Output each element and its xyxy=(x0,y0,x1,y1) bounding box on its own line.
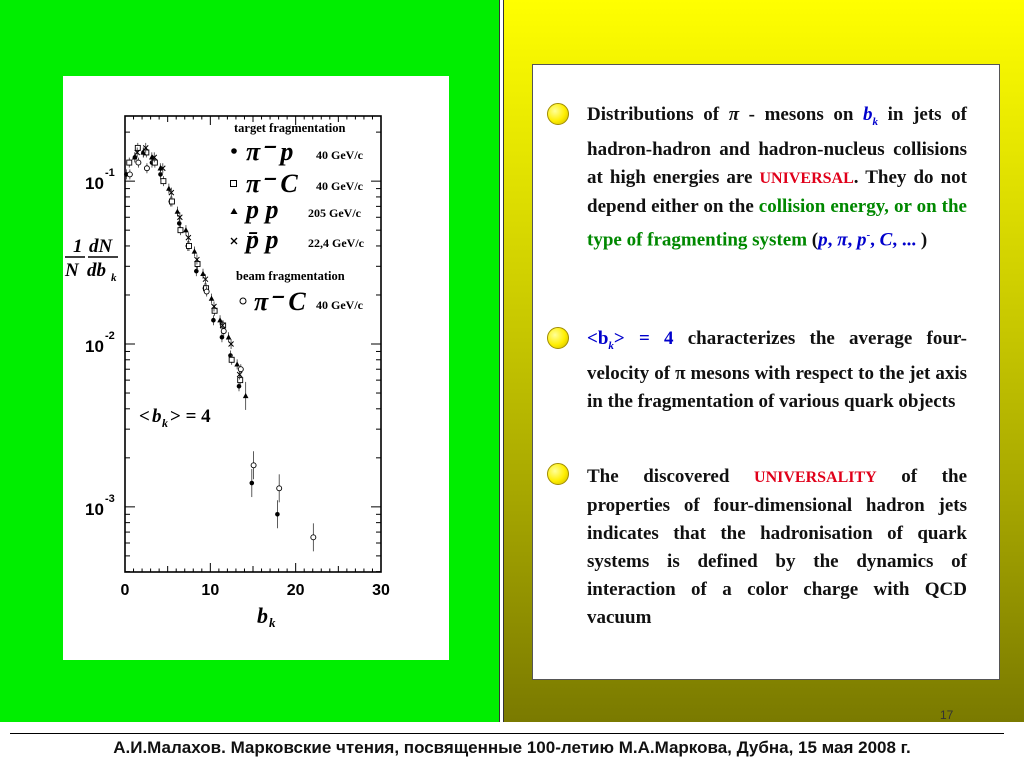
paragraph-2: $<b_k> = 4$ characterizes the average four-velocity of π mesons with respect to the jet axis in the fragmentation of various quark objects xyxy=(587,328,968,412)
data-point-open-circle xyxy=(238,367,243,372)
data-point-filled-triangle xyxy=(192,248,198,253)
data-point-filled-circle xyxy=(194,269,199,274)
legend-energy-1: 40 GeV/c xyxy=(316,179,363,193)
paragraph-1: Distributions of π - mesons on $b_k$ in jets of hadron-hadron and hadron-nucleus collisions at high energies are UNIVERSAL. They do not depend either on the collision energy, or on the type of fragmenting system (p, π, p-, C, ... ) xyxy=(587,104,967,251)
data-point-open-circle xyxy=(251,463,256,468)
x-tick-label: 30 xyxy=(372,582,390,599)
legend-energy-2: 205 GeV/c xyxy=(308,206,361,220)
data-point-filled-circle xyxy=(250,481,255,486)
data-point-open-square xyxy=(161,179,166,184)
data-point-open-square xyxy=(178,228,183,233)
data-point-filled-triangle xyxy=(243,393,249,398)
bullet-icon-3 xyxy=(547,463,569,485)
plot-card xyxy=(63,76,449,660)
ylabel2-den: db xyxy=(87,260,106,281)
data-point-open-circle xyxy=(221,329,226,334)
y-tick-label: 10 xyxy=(85,337,104,356)
ylabel2-num: dN xyxy=(89,236,113,257)
universality-label: UNIVERSALITY xyxy=(754,469,877,486)
annotation-sub: k xyxy=(162,416,168,430)
legend-reaction-3: p̄ p xyxy=(246,225,279,254)
bullet-icon-1 xyxy=(547,103,569,125)
data-point-filled-triangle xyxy=(175,209,181,214)
legend-marker-open-square xyxy=(231,181,237,187)
text-panel xyxy=(532,64,1000,680)
ylabel-den: N xyxy=(65,260,79,281)
legend-marker-filled-circle xyxy=(231,148,237,154)
data-point-filled-triangle xyxy=(200,271,206,276)
legend-marker-cross xyxy=(231,238,237,244)
annotation-var: b xyxy=(152,406,162,427)
legend-marker-filled-triangle xyxy=(231,208,238,214)
data-point-filled-circle xyxy=(275,512,280,517)
data-point-open-square xyxy=(135,145,140,150)
paragraph-3: The discovered UNIVERSALITY of the properties of four-dimensional hadron jets indicates that the hadronisation of quark systems is defined by the dynamics of interaction of a color charge with QCD vacuum xyxy=(587,466,968,628)
y-tick-label: 10 xyxy=(85,499,104,519)
data-point-filled-circle xyxy=(237,384,242,389)
data-point-filled-triangle xyxy=(183,227,189,232)
data-point-open-circle xyxy=(277,486,282,491)
universal-label: UNIVERSAL xyxy=(759,169,854,187)
legend-title-beam: beam fragmentation xyxy=(236,269,345,283)
legend-energy-4: 40 GeV/c xyxy=(316,298,363,312)
annotation-suffix: > = 4 xyxy=(170,406,211,427)
data-point-open-circle xyxy=(144,166,149,171)
xlabel: b xyxy=(257,603,268,628)
data-point-open-square xyxy=(238,378,243,383)
data-point-open-square xyxy=(127,160,132,165)
ylabel-num: 1 xyxy=(73,236,83,257)
data-point-filled-triangle xyxy=(226,334,232,339)
x-tick-label: 0 xyxy=(120,582,130,599)
legend-reaction-2: p p xyxy=(246,195,279,224)
legend-energy-3: 22,4 GeV/c xyxy=(308,236,364,250)
data-point-filled-triangle xyxy=(166,186,172,191)
legend-reaction-1: π⁻ C xyxy=(246,169,298,198)
legend-marker-open-circle xyxy=(240,298,246,304)
data-point-open-circle xyxy=(204,289,209,294)
data-point-filled-circle xyxy=(177,221,182,226)
data-point-open-circle xyxy=(127,172,132,177)
footer-caption: А.И.Малахов. Марковские чтения, посвященные 100-летию М.А.Маркова, Дубна, 15 мая 2008 г. xyxy=(113,738,911,757)
data-point-filled-triangle xyxy=(234,361,240,366)
xlabel-sub: k xyxy=(269,615,276,630)
data-point-open-circle xyxy=(311,535,316,540)
data-point-open-square xyxy=(229,357,234,362)
y-tick-exponent: -3 xyxy=(105,492,115,505)
y-tick-label: 10 xyxy=(85,174,104,194)
green-phrase: collision energy, or on the type of fragmenting system xyxy=(587,195,967,251)
slide-number: 17 xyxy=(940,708,954,722)
data-point-open-square xyxy=(187,243,192,248)
data-point-open-square xyxy=(195,261,200,266)
data-point-filled-triangle xyxy=(209,296,215,301)
distribution-chart xyxy=(63,76,449,660)
annotation-prefix: < xyxy=(139,406,150,427)
legend-energy-0: 40 GeV/c xyxy=(316,148,363,162)
legend-reaction-4: π⁻ C xyxy=(254,287,306,316)
ylabel2-sub: k xyxy=(111,272,117,284)
data-point-filled-triangle xyxy=(217,317,223,322)
x-tick-label: 10 xyxy=(201,582,220,599)
data-point-filled-circle xyxy=(211,318,216,323)
data-point-open-square xyxy=(169,199,174,204)
bullet-icon-2 xyxy=(547,327,569,349)
x-tick-label: 20 xyxy=(286,582,305,599)
data-point-open-square xyxy=(152,160,157,165)
legend-reaction-0: π⁻ p xyxy=(246,137,294,166)
footer-divider xyxy=(10,733,1004,734)
data-point-open-circle xyxy=(136,160,141,165)
legend-title-target: target fragmentation xyxy=(234,121,346,135)
y-tick-exponent: -1 xyxy=(105,167,115,180)
y-tick-exponent: -2 xyxy=(105,330,115,342)
